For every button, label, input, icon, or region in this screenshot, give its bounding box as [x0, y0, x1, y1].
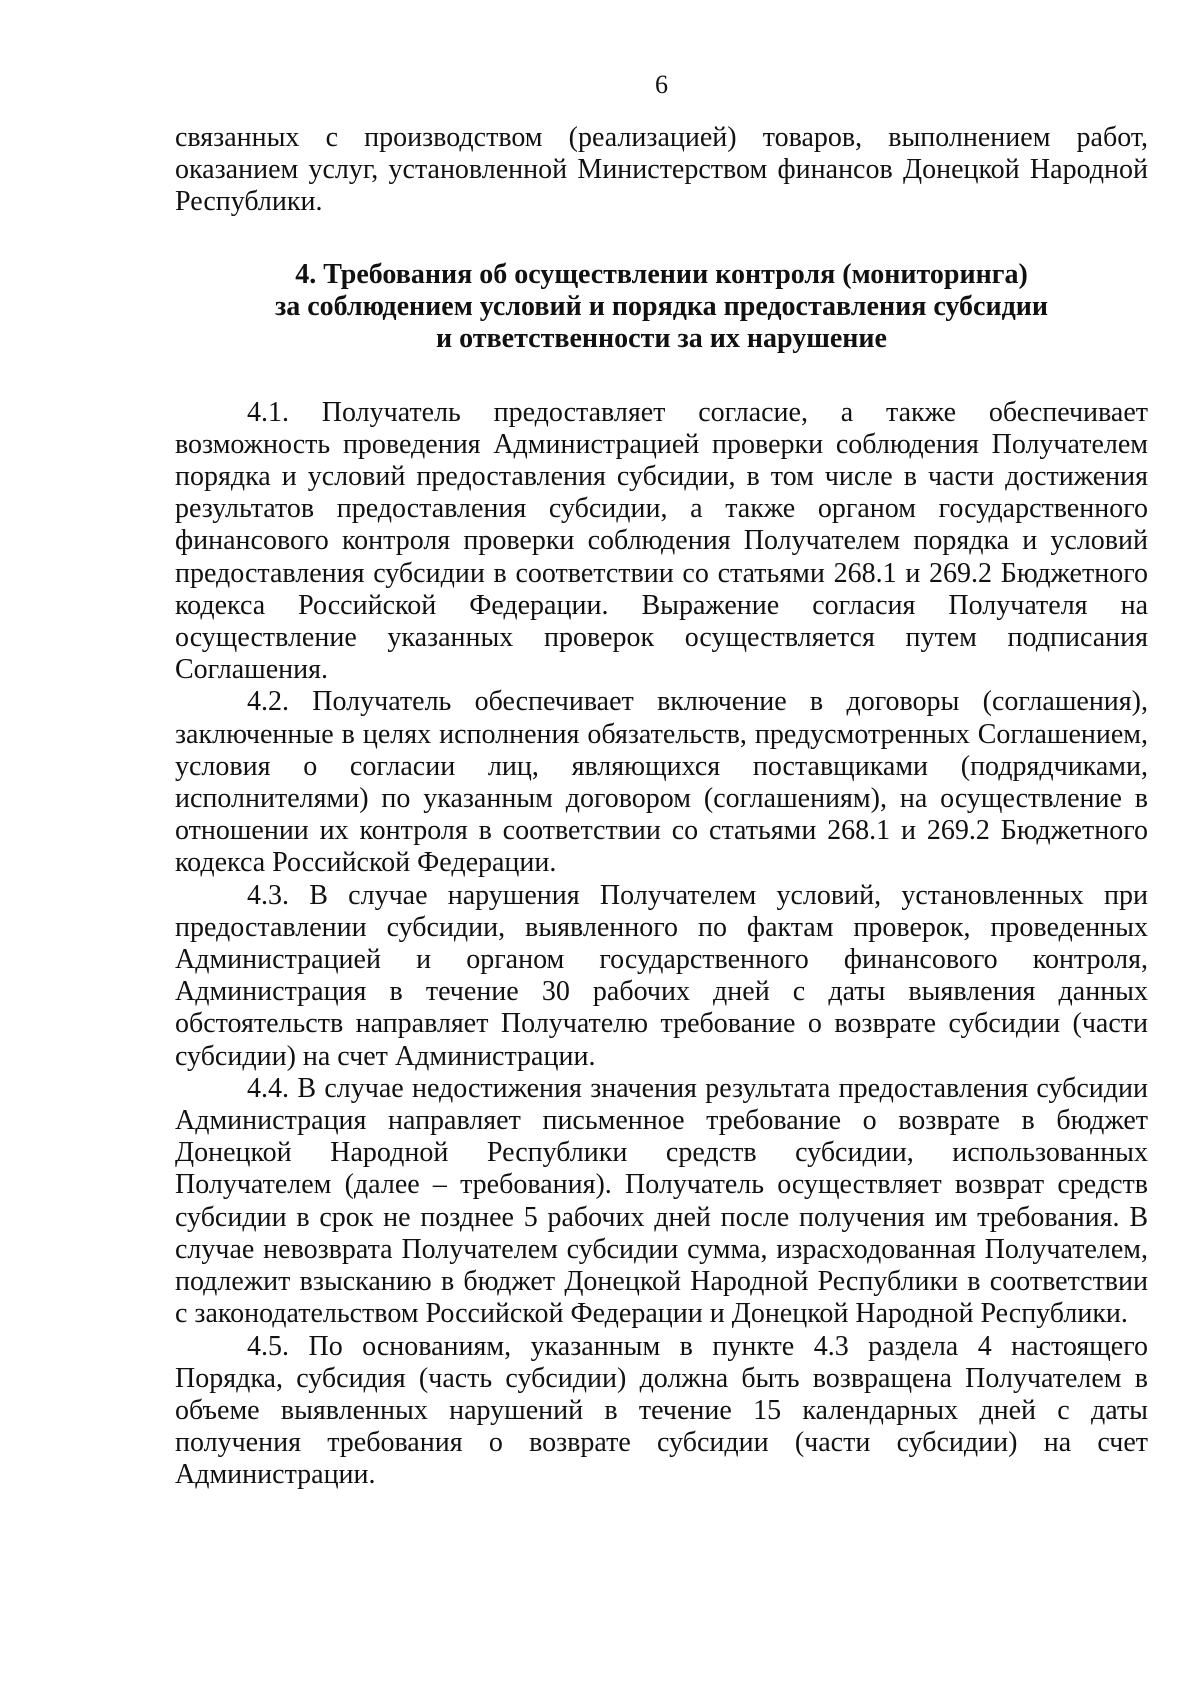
- page-number: 6: [655, 70, 668, 99]
- paragraph-4-2: 4.2. Получатель обеспечивает включение в договоры (соглашения), заключенные в целях исполнения обязательств, предусмотренных Соглашением, условия о согласии лиц, являющихся поставщиками (подрядчиками, исполнителями) по указанным договором (соглашениям), на осуществление в отношении их контроля в соответствии со статьями 268.1 и 269.2 Бюджетного кодекса Российской Федерации.: [175, 686, 1148, 879]
- document-page: [175, 70, 1148, 1650]
- paragraph-4-3: 4.3. В случае нарушения Получателем условий, установленных при предоставлении субсидии, выявленного по фактам проверок, проведенных Администрацией и органом государственного финансового контроля, Администрация в течение 30 рабочих дней с даты выявления данных обстоятельств направляет Получателю требование о возврате субсидии (части субсидии) на счет Администрации.: [175, 879, 1148, 1072]
- paragraph-4-4: 4.4. В случае недостижения значения результата предоставления субсидии Администрация направляет письменное требование о возврате в бюджет Донецкой Народной Республики средств субсидии, использованных Получателем (далее – требования). Получатель осуществляет возврат средств субсидии в срок не позднее 5 рабочих дней после получения им требования. В случае невозврата Получателем субсидии сумма, израсходованная Получателем, подлежит взысканию в бюджет Донецкой Народной Республики в соответствии с законодательством Российской Федерации и Донецкой Народной Республики.: [175, 1072, 1148, 1330]
- section-heading-line-3: и ответственности за их нарушение: [436, 322, 887, 354]
- section-heading: [175, 259, 1148, 355]
- paragraph-4-5: 4.5. По основаниям, указанным в пункте 4.3 раздела 4 настоящего Порядка, субсидия (часть субсидии) должна быть возвращена Получателем в объеме выявленных нарушений в течение 15 календарных дней с даты получения требования о возврате субсидии (части субсидии) на счет Администрации.: [175, 1330, 1148, 1491]
- paragraph-4-1: 4.1. Получатель предоставляет согласие, а также обеспечивает возможность проведения Администрацией проверки соблюдения Получателем порядка и условий предоставления субсидии, в том числе в части достижения результатов предоставления субсидии, а также органом государственного финансового контроля проверки соблюдения Получателем порядка и условий предоставления субсидии в соответствии со статьями 268.1 и 269.2 Бюджетного кодекса Российской Федерации. Выражение согласия Получателя на осуществление указанных проверок осуществляется путем подписания Соглашения.: [175, 396, 1148, 686]
- section-heading-line-1: 4. Требования об осуществлении контроля (мониторинга): [295, 258, 1028, 290]
- intro-paragraph: связанных с производством (реализацией) товаров, выполнением работ, оказанием услуг, установленной Министерством финансов Донецкой Народной Республики.: [175, 122, 1148, 218]
- section-heading-line-2: за соблюдением условий и порядка предоставления субсидии: [274, 290, 1049, 322]
